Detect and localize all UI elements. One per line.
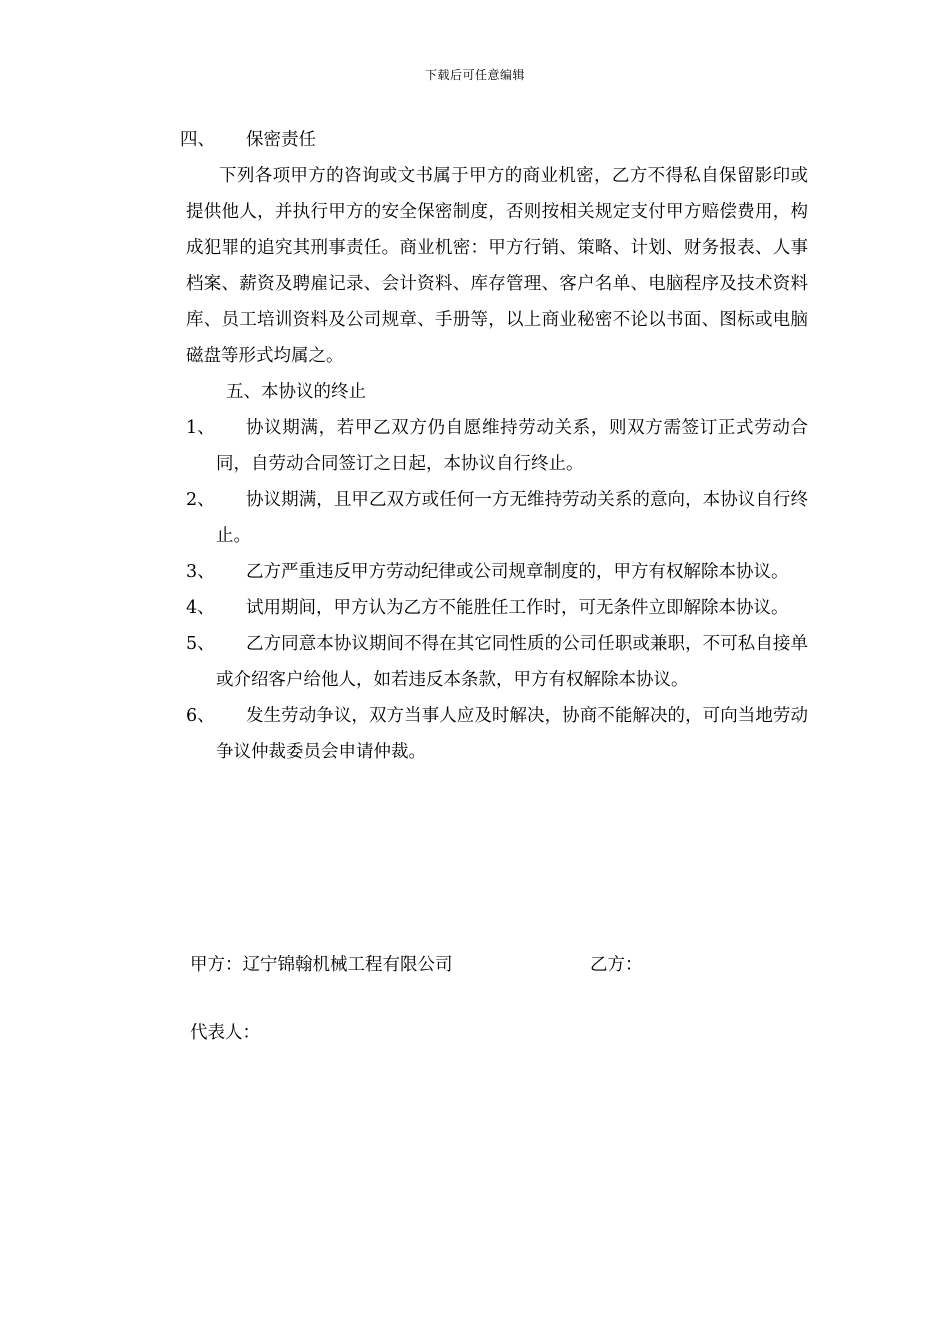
item-number: 2、 <box>186 490 215 510</box>
confidentiality-paragraph: 下列各项甲方的咨询或文书属于甲方的商业机密，乙方不得私自保留影印或提供他人，并执行甲方的安全保密制度，否则按相关规定支付甲方赔偿费用，构成犯罪的追究其刑事责任。商业机密：甲方行销、策略、计划、财务报表、人事档案、薪资及聘雇记录、会计资料、库存管理、客户名单、电脑程序及技术资料库、员工培训资料及公司规章、手册等，以上商业秘密不论以书面、图标或电脑磁盘等形式均属之。 <box>186 166 808 366</box>
representative-label: 代表人： <box>190 1023 260 1043</box>
item-text: 试用期间，甲方认为乙方不能胜任工作时，可无条件立即解除本协议。 <box>246 598 789 618</box>
signature-parties-row <box>190 950 810 980</box>
item-number: 5、 <box>186 634 215 654</box>
item-text: 发生劳动争议，双方当事人应及时解决，协商不能解决的，可向当地劳动争议仲裁委员会申请仲裁。 <box>216 706 808 762</box>
termination-item-2 <box>186 482 808 554</box>
section-5-heading: 五、本协议的终止 <box>226 382 366 402</box>
termination-item-4 <box>186 590 808 626</box>
section-4-title: 保密责任 <box>246 130 316 150</box>
termination-item-1 <box>186 410 808 482</box>
termination-item-3 <box>186 554 808 590</box>
item-number: 1、 <box>186 418 215 438</box>
termination-item-5 <box>186 626 808 698</box>
item-text: 协议期满，且甲乙双方或任何一方无维持劳动关系的意向，本协议自行终止。 <box>216 490 808 546</box>
header-note: 下载后可任意编辑 <box>424 68 525 82</box>
signature-block <box>190 950 810 1043</box>
section-4-heading <box>180 122 808 158</box>
item-number: 6、 <box>186 706 215 726</box>
item-number: 3、 <box>186 562 215 582</box>
item-number: 4、 <box>186 598 215 618</box>
item-text: 协议期满，若甲乙双方仍自愿维持劳动关系，则双方需签订正式劳动合同，自劳动合同签订之日起，本协议自行终止。 <box>216 418 808 474</box>
party-a-label: 甲方：辽宁锦翰机械工程有限公司 <box>190 955 453 975</box>
section-4-number: 四、 <box>180 130 215 150</box>
item-text: 乙方同意本协议期间不得在其它同性质的公司任职或兼职，不可私自接单或介绍客户给他人，如若违反本条款，甲方有权解除本协议。 <box>216 634 808 690</box>
party-b-label: 乙方： <box>590 955 643 975</box>
termination-item-6 <box>186 698 808 770</box>
item-text: 乙方严重违反甲方劳动纪律或公司规章制度的，甲方有权解除本协议。 <box>246 562 789 582</box>
document-body <box>180 122 808 770</box>
